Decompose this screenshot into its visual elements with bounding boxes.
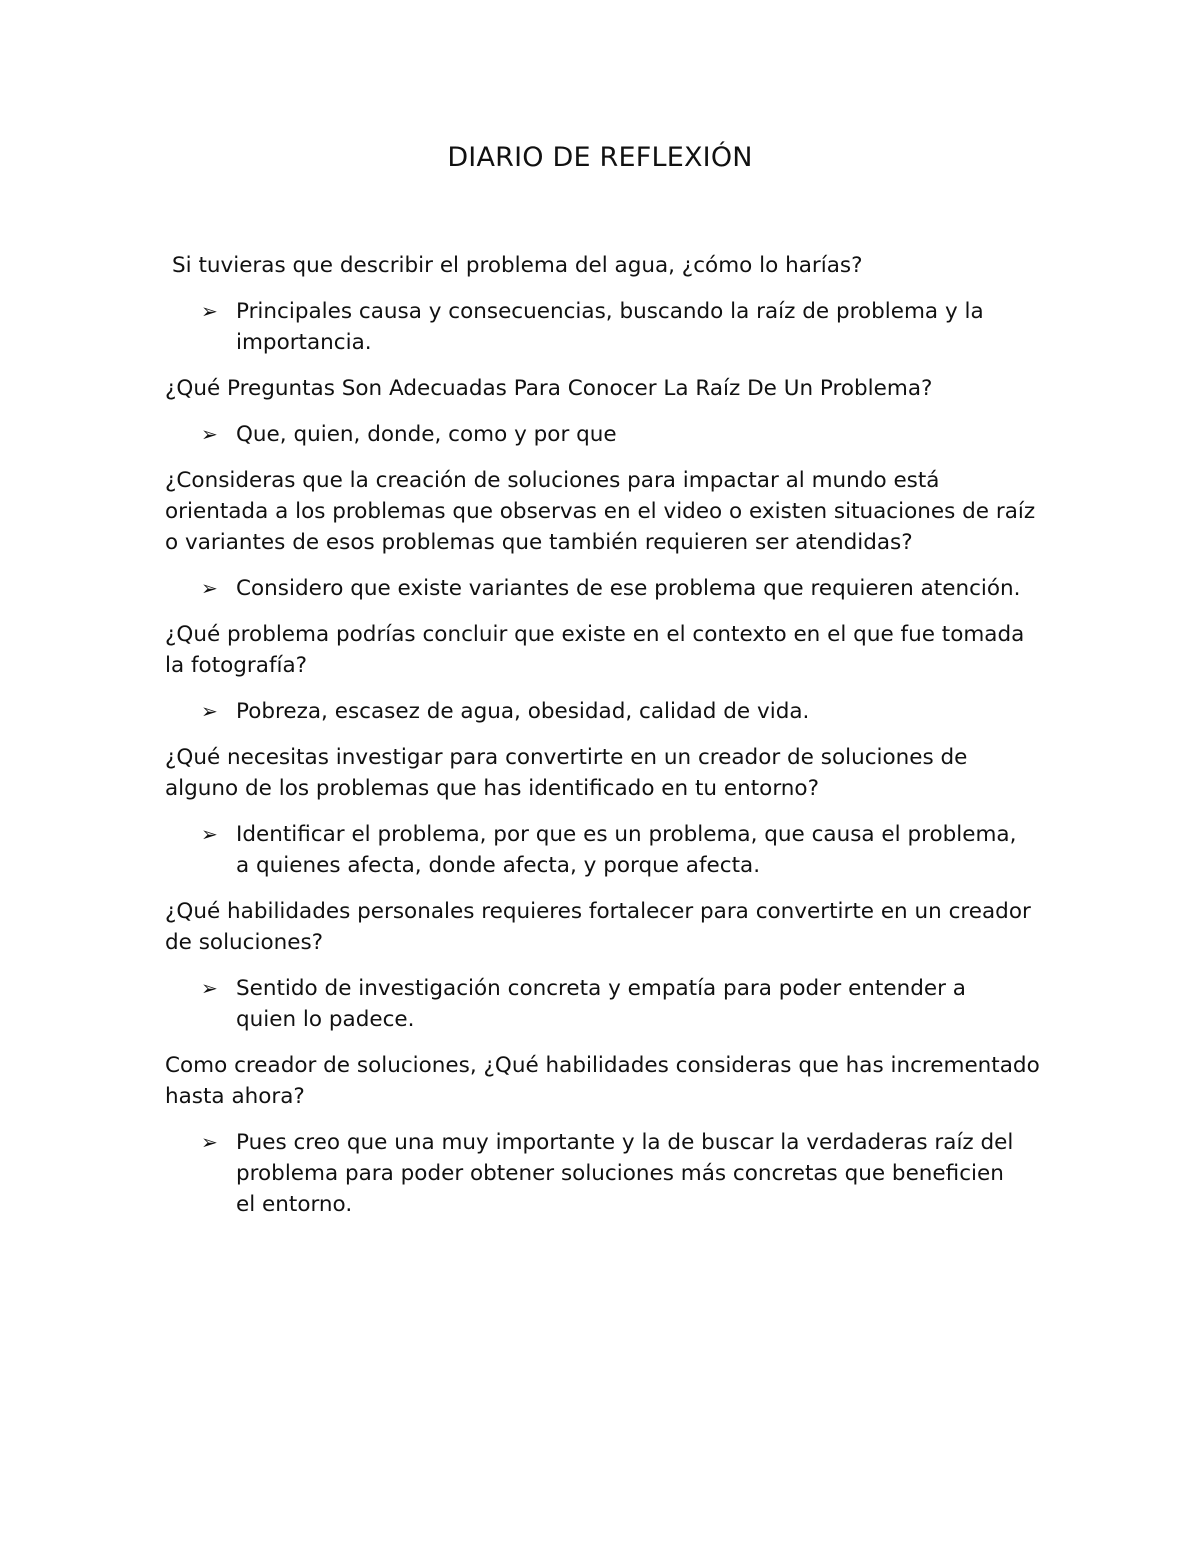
arrowhead-bullet-icon: ➢	[201, 422, 218, 446]
question-2: ¿Qué Preguntas Son Adecuadas Para Conocer La Raíz De Un Problema?	[165, 376, 933, 401]
arrowhead-bullet-icon: ➢	[201, 299, 218, 323]
answer-7-text: Pues creo que una muy importante y la de buscar la verdaderas raíz del problema para poder obtener soluciones más concretas que beneficien el entorno.	[236, 1130, 1014, 1217]
answer-6	[165, 973, 1045, 1035]
answer-1	[165, 296, 1045, 358]
answer-4	[165, 696, 1045, 727]
answer-2-text: Que, quien, donde, como y por que	[236, 422, 617, 447]
answer-3	[165, 573, 1045, 604]
arrowhead-bullet-icon: ➢	[201, 1130, 218, 1154]
answer-2	[165, 419, 1045, 450]
answer-4-text: Pobreza, escasez de agua, obesidad, calidad de vida.	[236, 699, 810, 724]
answer-6-text: Sentido de investigación concreta y empatía para poder entender a quien lo padece.	[236, 976, 966, 1032]
question-6: ¿Qué habilidades personales requieres fortalecer para convertirte en un creador de soluciones?	[165, 899, 1031, 955]
arrowhead-bullet-icon: ➢	[201, 699, 218, 723]
answer-1-text: Principales causa y consecuencias, buscando la raíz de problema y la importancia.	[236, 299, 984, 355]
question-7: Como creador de soluciones, ¿Qué habilidades consideras que has incrementado hasta ahora?	[165, 1053, 1040, 1109]
page-title: DIARIO DE REFLEXIÓN	[447, 142, 753, 173]
question-4: ¿Qué problema podrías concluir que existe en el contexto en el que fue tomada la fotografía?	[165, 622, 1025, 678]
question-3: ¿Consideras que la creación de soluciones para impactar al mundo está orientada a los problemas que observas en el video o existen situaciones de raíz o variantes de esos problemas que también requieren ser atendidas?	[165, 468, 1036, 555]
answer-7	[165, 1127, 1045, 1220]
document-body	[165, 250, 1045, 1235]
question-1: Si tuvieras que describir el problema del agua, ¿cómo lo harías?	[172, 253, 863, 278]
answer-5-text: Identificar el problema, por que es un problema, que causa el problema, a quienes afecta, donde afecta, y porque afecta.	[236, 822, 1017, 878]
answer-3-text: Considero que existe variantes de ese problema que requieren atención.	[236, 576, 1021, 601]
question-5: ¿Qué necesitas investigar para convertirte en un creador de soluciones de alguno de los problemas que has identificado en tu entorno?	[165, 745, 968, 801]
arrowhead-bullet-icon: ➢	[201, 822, 218, 846]
arrowhead-bullet-icon: ➢	[201, 976, 218, 1000]
arrowhead-bullet-icon: ➢	[201, 576, 218, 600]
answer-5	[165, 819, 1045, 881]
